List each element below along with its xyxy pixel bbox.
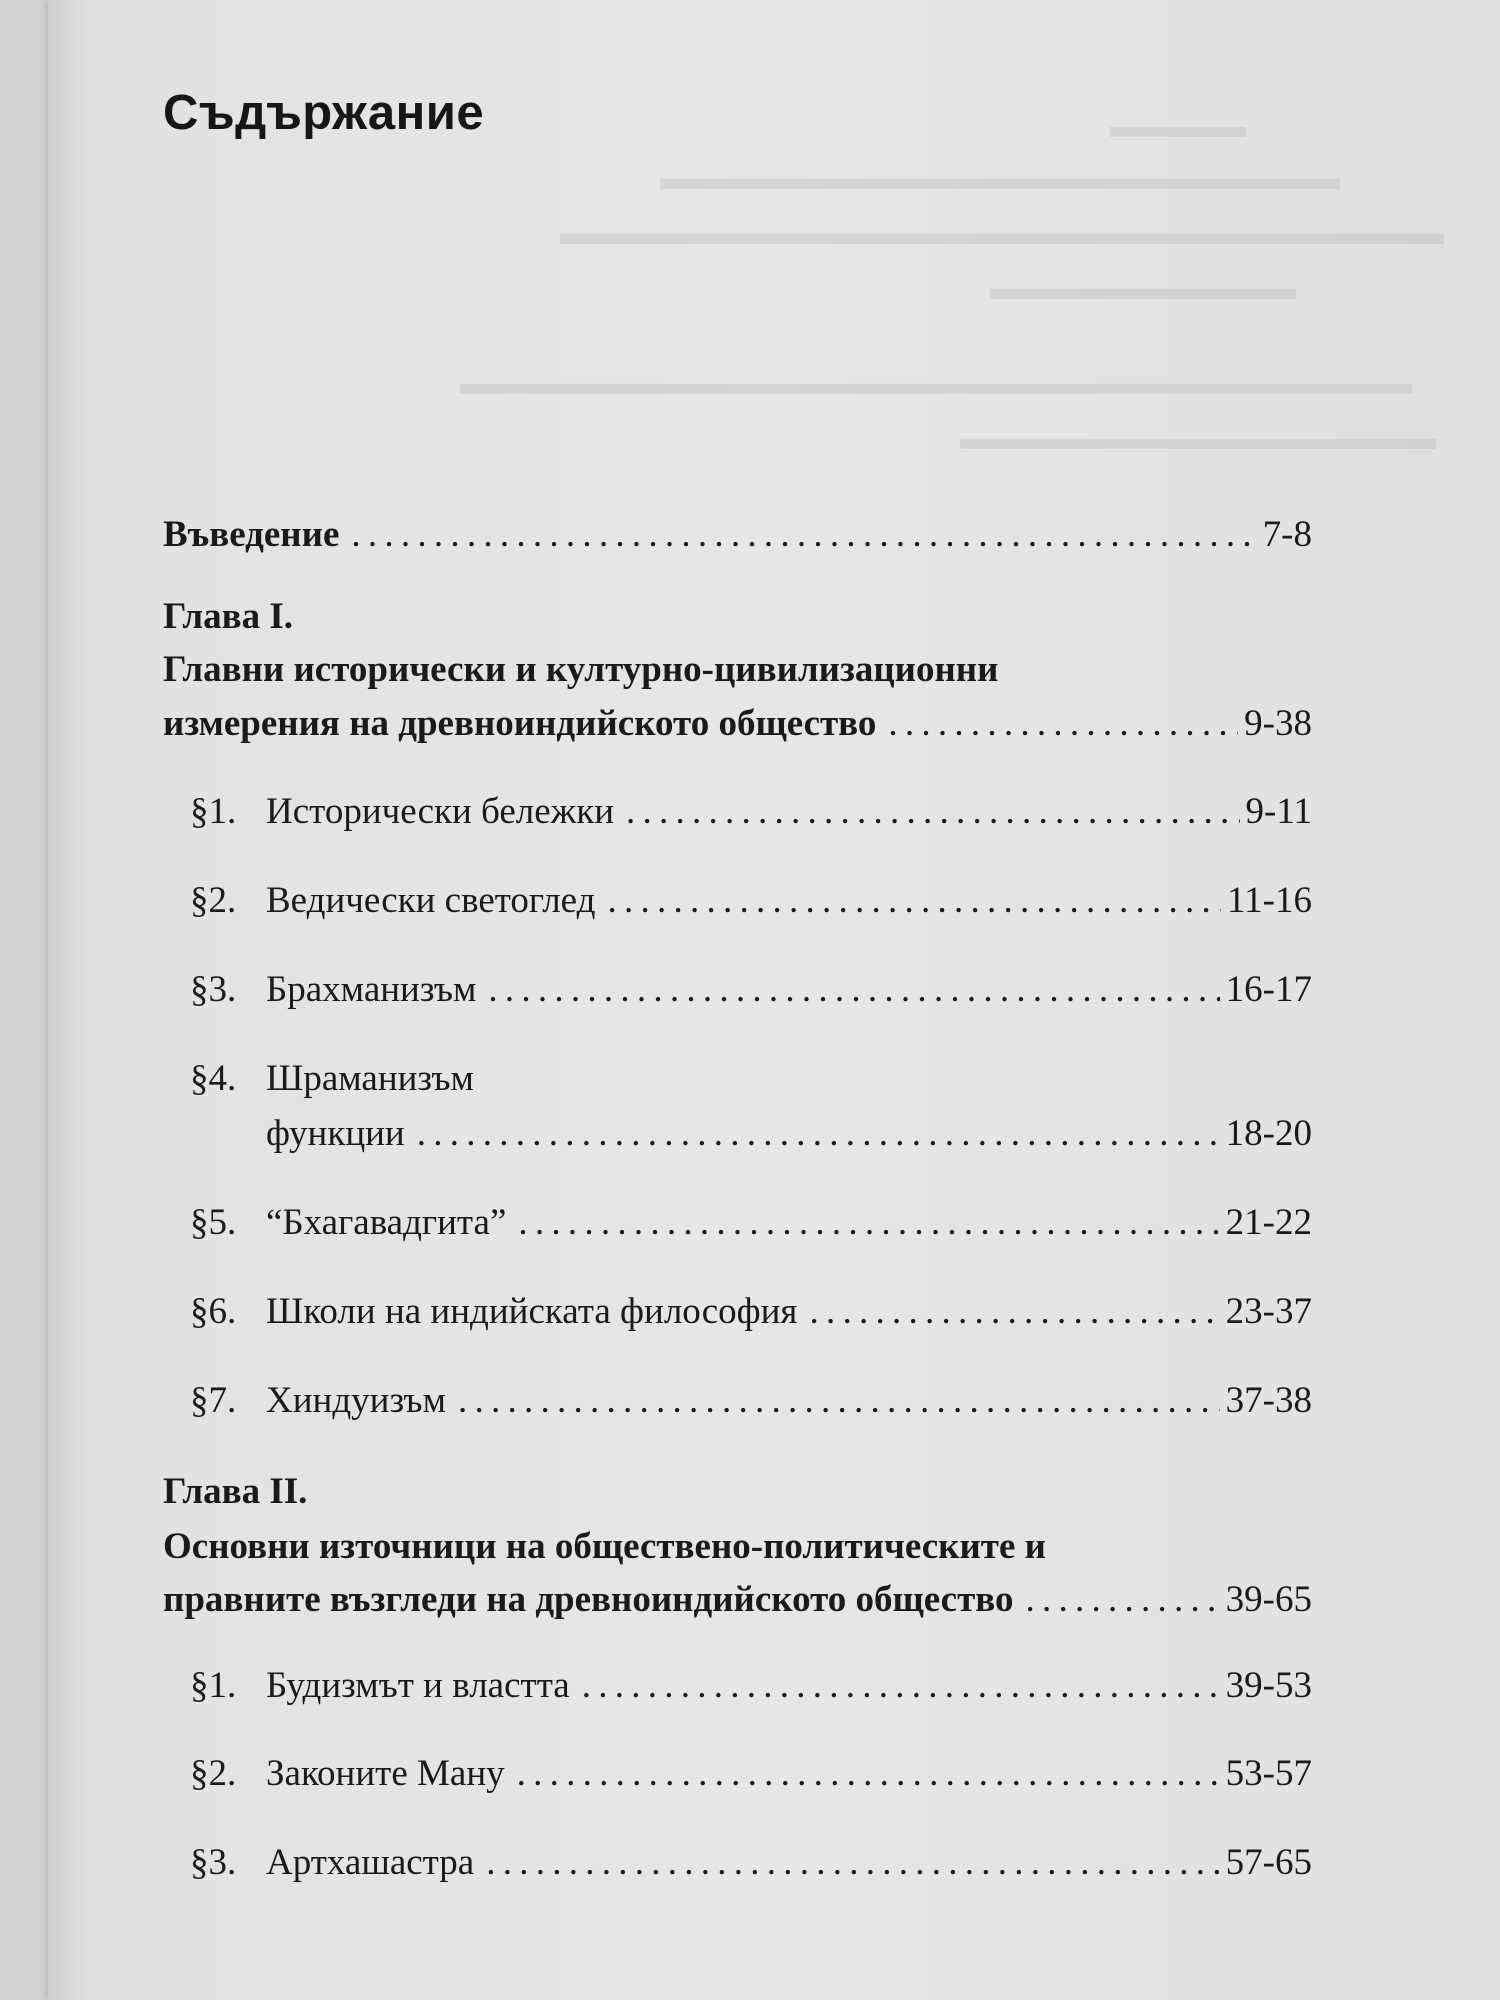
section-label: Ведически светоглед — [266, 880, 596, 921]
section-number: §6. — [190, 1291, 237, 1332]
toc-section — [190, 1201, 1312, 1245]
bleed-through-text: ▬▬▬▬▬▬▬▬▬▬▬▬▬▬▬▬▬▬▬▬▬▬▬▬▬▬▬▬ — [460, 365, 1412, 402]
chapter-number: Глава II. — [163, 1471, 308, 1512]
dot-leader — [488, 968, 1219, 1012]
dot-leader — [351, 513, 1256, 557]
toc-entry-introduction — [163, 513, 1312, 557]
section-label: Будизмът и властта — [266, 1665, 570, 1706]
page-range: 7-8 — [1262, 514, 1312, 555]
toc-section — [190, 1290, 1312, 1334]
section-label: “Бхагавадгита” — [266, 1202, 507, 1243]
page-range: 39-53 — [1225, 1665, 1312, 1706]
section-number: §1. — [190, 1665, 237, 1706]
toc-entry-chapter-1 — [163, 702, 1312, 746]
section-label: Брахманизъм — [266, 969, 477, 1010]
toc-section — [190, 1664, 1312, 1708]
section-label: Шраманизъм — [266, 1058, 474, 1099]
toc-section — [190, 968, 1312, 1012]
page-range: 9-38 — [1244, 703, 1312, 744]
section-label: Хиндуизъм — [266, 1380, 446, 1421]
chapter-title-line1: Главни исторически и културно-цивилизационни — [163, 649, 999, 690]
dot-leader — [626, 790, 1240, 834]
section-number: §3. — [190, 1842, 237, 1883]
dot-leader — [607, 879, 1221, 923]
page-range: 21-22 — [1225, 1202, 1312, 1243]
dot-leader — [518, 1201, 1219, 1245]
page-range: 9-11 — [1245, 791, 1312, 832]
dot-leader — [888, 702, 1238, 746]
section-number: §1. — [190, 791, 237, 832]
toc-section — [190, 879, 1312, 923]
bleed-through-text: ▬▬▬▬▬▬▬▬▬ — [990, 270, 1296, 307]
bleed-through-text: ▬▬▬▬▬▬▬▬▬▬▬▬▬▬▬▬▬▬▬▬ — [660, 160, 1340, 197]
page-range: 57-65 — [1225, 1842, 1312, 1883]
section-number: §7. — [190, 1380, 237, 1421]
chapter-title-line2: правните възгледи на древноиндийското общество — [163, 1579, 1014, 1620]
toc-entry-chapter-2 — [163, 1578, 1312, 1622]
page-range: 11-16 — [1227, 880, 1312, 921]
section-label: Исторически бележки — [266, 791, 615, 832]
page-range: 18-20 — [1225, 1113, 1312, 1154]
section-label: Артхашастра — [266, 1842, 475, 1883]
toc-section-continuation — [266, 1112, 1312, 1156]
page-range: 53-57 — [1225, 1753, 1312, 1794]
section-label-line2: функции — [266, 1113, 405, 1154]
toc-section — [190, 1752, 1312, 1796]
dot-leader — [1025, 1578, 1219, 1622]
dot-leader — [517, 1752, 1220, 1796]
toc-section — [190, 790, 1312, 834]
section-number: §5. — [190, 1202, 237, 1243]
dot-leader — [417, 1112, 1220, 1156]
page-range: 16-17 — [1225, 969, 1312, 1010]
dot-leader — [458, 1379, 1220, 1423]
section-number: §2. — [190, 880, 237, 921]
chapter-title-line1: Основни източници на обществено-политическите и — [163, 1526, 1046, 1567]
chapter-number: Глава I. — [163, 596, 294, 637]
section-label: Законите Ману — [266, 1753, 505, 1794]
entry-label: Въведение — [163, 514, 340, 555]
section-label: Школи на индийската философия — [266, 1291, 798, 1332]
bleed-through-text: ▬▬▬▬▬▬▬▬▬▬▬▬▬▬ — [960, 420, 1436, 457]
page-range: 37-38 — [1225, 1380, 1312, 1421]
page-range: 23-37 — [1225, 1291, 1312, 1332]
page-range: 39-65 — [1225, 1579, 1312, 1620]
section-number: §4. — [190, 1058, 237, 1099]
toc-section-first-line — [190, 1057, 474, 1101]
page-title: Съдържание — [163, 86, 485, 140]
dot-leader — [582, 1664, 1220, 1708]
dot-leader — [809, 1290, 1219, 1334]
toc-section — [190, 1841, 1312, 1885]
toc-section — [190, 1379, 1312, 1423]
bleed-through-text: ▬▬▬▬ — [1110, 108, 1246, 145]
chapter-title-line2: измерения на древноиндийското общество — [163, 703, 877, 744]
bleed-through-text: ▬▬▬▬▬▬▬▬▬▬▬▬▬▬▬▬▬▬▬▬▬▬▬▬▬▬ — [560, 215, 1444, 252]
section-number: §2. — [190, 1753, 237, 1794]
section-number: §3. — [190, 969, 237, 1010]
dot-leader — [486, 1841, 1219, 1885]
